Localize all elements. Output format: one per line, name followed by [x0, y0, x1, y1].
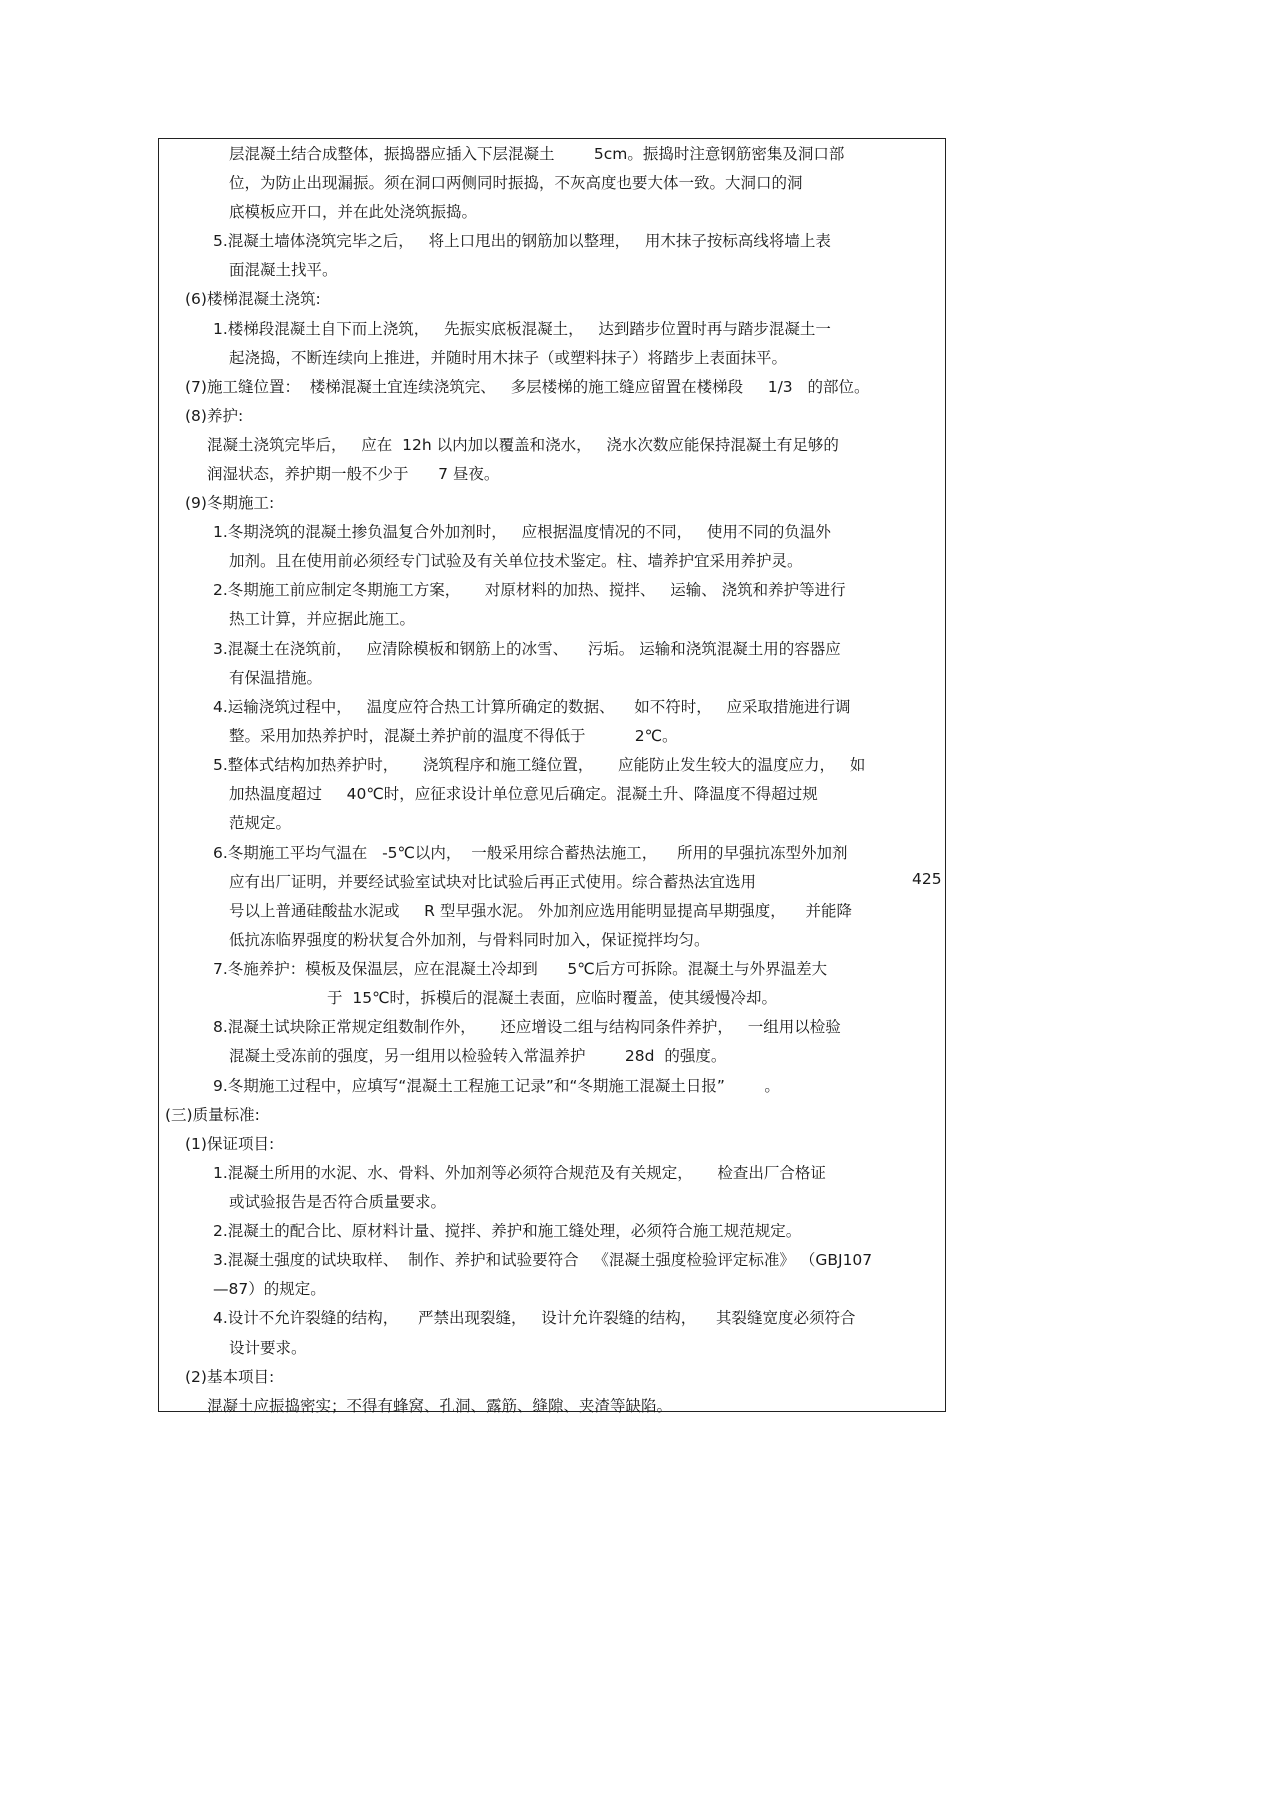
- text-line: 9.冬期施工过程中，应填写“混凝土工程施工记录”和“冬期施工混凝土日报” 。: [213, 1077, 780, 1095]
- text-line: 底模板应开口，并在此处浇筑振捣。: [229, 203, 478, 221]
- text-line: 混凝土受冻前的强度，另一组用以检验转入常温养护 28d 的强度。: [229, 1047, 727, 1065]
- text-line: 设计要求。: [229, 1339, 307, 1357]
- text-line: 8.混凝土试块除正常规定组数制作外， 还应增设二组与结构同条件养护， 一组用以检验: [213, 1018, 841, 1036]
- text-line: 5.混凝土墙体浇筑完毕之后， 将上口甩出的钢筋加以整理， 用木抹子按标高线将墙上表: [213, 232, 831, 250]
- text-line: 5.整体式结构加热养护时， 浇筑程序和施工缝位置， 应能防止发生较大的温度应力， 如: [213, 756, 866, 774]
- text-line: 加剂。且在使用前必须经专门试验及有关单位技术鉴定。柱、墙养护宜采用养护灵。: [229, 552, 803, 570]
- section-heading: (6)楼梯混凝土浇筑:: [185, 290, 321, 308]
- section-heading: (9)冬期施工:: [185, 494, 275, 512]
- text-line: (7)施工缝位置： 楼梯混凝土宜连续浇筑完、 多层楼梯的施工缝应留置在楼梯段 1/3 的部位。: [185, 378, 870, 396]
- text-line: 4.运输浇筑过程中， 温度应符合热工计算所确定的数据、 如不符时， 应采取措施进行调: [213, 698, 851, 716]
- text-line: 4.设计不允许裂缝的结构， 严禁出现裂缝， 设计允许裂缝的结构， 其裂缝宽度必须符合: [213, 1309, 856, 1327]
- text-line: 或试验报告是否符合质量要求。: [229, 1193, 447, 1211]
- section-heading: (三)质量标准:: [165, 1106, 260, 1124]
- text-line: 位，为防止出现漏振。须在洞口两侧同时振捣，不灰高度也要大体一致。大洞口的洞: [229, 174, 803, 192]
- text-line: 7.冬施养护：模板及保温层，应在混凝土冷却到 5℃后方可拆除。混凝土与外界温差大: [213, 960, 828, 978]
- text-line: 2.混凝土的配合比、原材料计量、搅拌、养护和施工缝处理，必须符合施工规范规定。: [213, 1222, 802, 1240]
- section-heading: (2)基本项目:: [185, 1368, 275, 1386]
- text-line: 混凝土应振捣密实；不得有蜂窝、孔洞、露筋、缝隙、夹渣等缺陷。: [207, 1397, 673, 1415]
- text-line: 范规定。: [229, 814, 292, 832]
- text-line: 层混凝土结合成整体，振捣器应插入下层混凝土 5cm。振捣时注意钢筋密集及洞口部: [229, 145, 845, 163]
- section-heading: (8)养护:: [185, 407, 244, 425]
- text-line: 1.楼梯段混凝土自下而上浇筑， 先振实底板混凝土， 达到踏步位置时再与踏步混凝土一: [213, 320, 831, 338]
- text-line: 1.混凝土所用的水泥、水、骨料、外加剂等必须符合规范及有关规定， 检查出厂合格证: [213, 1164, 826, 1182]
- text-line: 面混凝土找平。: [229, 261, 338, 279]
- text-line: 1.冬期浇筑的混凝土掺负温复合外加剂时， 应根据温度情况的不同， 使用不同的负温外: [213, 523, 831, 541]
- text-line: 混凝土浇筑完毕后， 应在 12h 以内加以覆盖和浇水， 浇水次数应能保持混凝土有足够的: [207, 436, 839, 454]
- text-line: 425: [912, 870, 942, 888]
- text-line: 整。采用加热养护时，混凝土养护前的温度不得低于 2℃。: [229, 727, 678, 745]
- text-line: 3.混凝土在浇筑前， 应清除模板和钢筋上的冰雪、 污垢。 运输和浇筑混凝土用的容器应: [213, 640, 841, 658]
- text-line: 6.冬期施工平均气温在 -5℃以内， 一般采用综合蓄热法施工， 所用的早强抗冻型外加剂: [213, 844, 848, 862]
- text-line: 3.混凝土强度的试块取样、 制作、养护和试验要符合 《混凝土强度检验评定标准》 （GBJ107: [213, 1251, 873, 1269]
- text-line: 于 15℃时，拆模后的混凝土表面，应临时覆盖，使其缓慢冷却。: [327, 989, 777, 1007]
- text-line: 热工计算，并应据此施工。: [229, 610, 416, 628]
- section-heading: (1)保证项目:: [185, 1135, 275, 1153]
- text-line: 2.冬期施工前应制定冬期施工方案， 对原材料的加热、搅拌、 运输、 浇筑和养护等进行: [213, 581, 846, 599]
- text-line: 低抗冻临界强度的粉状复合外加剂，与骨料同时加入，保证搅拌均匀。: [229, 931, 710, 949]
- text-line: 有保温措施。: [229, 669, 323, 687]
- text-line: 润湿状态，养护期一般不少于 7 昼夜。: [207, 465, 500, 483]
- text-line: 起浇捣，不断连续向上推进，并随时用木抹子（或塑料抹子）将踏步上表面抹平。: [229, 349, 788, 367]
- text-line: —87）的规定。: [213, 1280, 326, 1298]
- text-line: 应有出厂证明，并要经试验室试块对比试验后再正式使用。综合蓄热法宜选用: [229, 873, 757, 891]
- text-line: 号以上普通硅酸盐水泥或 R 型早强水泥。 外加剂应选用能明显提高早期强度， 并能降: [229, 902, 852, 920]
- text-line: 加热温度超过 40℃时，应征求设计单位意见后确定。混凝土升、降温度不得超过规: [229, 785, 818, 803]
